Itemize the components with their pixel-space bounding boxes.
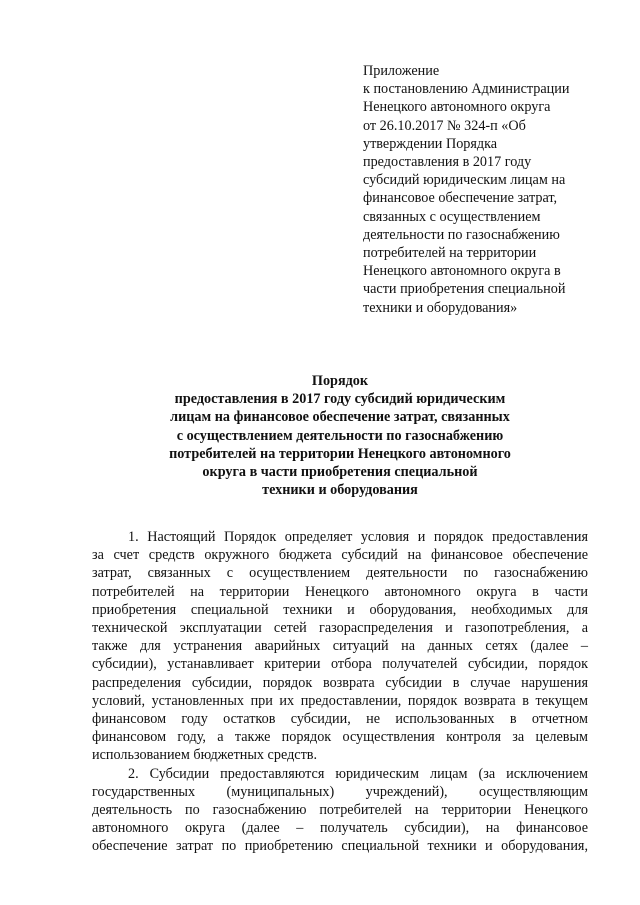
appendix-line: финансовое обеспечение затрат, (363, 190, 558, 207)
appendix-line: потребителей на территории (363, 245, 537, 262)
paragraph-line: приобретения специальной техники и оборудования, необходимых для (92, 601, 588, 618)
appendix-line: Приложение (363, 63, 440, 79)
paragraph-line: условий, установленных при их предоставлении, порядок возврата в текущем (92, 692, 588, 709)
paragraph-line: потребителей на территории Ненецкого автономного округа в части (92, 583, 588, 600)
appendix-line: техники и оборудования» (363, 299, 518, 316)
appendix-line: утверждении Порядка (363, 135, 498, 152)
paragraph-line: финансовом году, а также порядок осуществления контроля за целевым (92, 729, 588, 746)
paragraph-line: использованием бюджетных средств. (92, 747, 318, 764)
appendix-line: субсидий юридическим лицам на (363, 172, 566, 189)
appendix-line: деятельности по газоснабжению (363, 226, 560, 243)
appendix-line: Ненецкого автономного округа в (363, 263, 561, 280)
appendix-note (363, 62, 603, 317)
title-line: техники и оборудования (262, 482, 418, 499)
document-body (92, 528, 588, 856)
paragraph-line: также для устранения аварийных ситуаций на данных сетях (далее – (92, 638, 588, 655)
paragraph-line: технической эксплуатации сетей газораспределения и газопотребления, а (92, 620, 588, 637)
appendix-line: от 26.10.2017 № 324-п «Об (363, 117, 526, 134)
paragraph-line: за счет средств окружного бюджета субсидий на финансовое обеспечение (92, 547, 588, 564)
paragraph-line: деятельность по газоснабжению потребителей на территории Ненецкого (92, 802, 588, 819)
paragraph-line: 1. Настоящий Порядок определяет условия и порядок предоставления (128, 529, 588, 545)
paragraph-line: затрат, связанных с осуществлением деятельности по газоснабжению (92, 565, 588, 582)
paragraph-line: распределения субсидии, порядок возврата субсидии в случае нарушения (92, 674, 588, 691)
paragraph-line: государственных (муниципальных) учреждений), осуществляющим (92, 783, 588, 800)
title-line: с осуществлением деятельности по газоснабжению (176, 427, 504, 444)
paragraph-line: автономного округа (далее – получатель субсидии), на финансовое (92, 820, 588, 837)
document-title (92, 372, 588, 499)
paragraph-line: финансовом году остатков субсидии, не использованных в отчетном (92, 711, 588, 728)
title-line: лицам на финансовое обеспечение затрат, связанных (170, 409, 510, 426)
appendix-line: предоставления в 2017 году (363, 154, 532, 171)
paragraph-1 (92, 528, 588, 765)
appendix-line: части приобретения специальной (363, 281, 566, 298)
paragraph-line: субсидии), устанавливает критерии отбора получателей субсидии, порядок (92, 656, 588, 673)
title-line: потребителей на территории Ненецкого автономного (169, 445, 511, 462)
paragraph-line: 2. Субсидии предоставляются юридическим лицам (за исключением (128, 765, 588, 782)
appendix-line: к постановлению Администрации (363, 81, 570, 98)
paragraph-line: обеспечение затрат по приобретению специальной техники и оборудования, (92, 838, 588, 855)
appendix-line: связанных с осуществлением (363, 208, 541, 225)
paragraph-2 (92, 765, 588, 856)
appendix-line: Ненецкого автономного округа (363, 99, 551, 116)
title-line: предоставления в 2017 году субсидий юридическим (174, 391, 506, 408)
title-line: Порядок (311, 373, 369, 389)
title-line: округа в части приобретения специальной (202, 464, 478, 481)
